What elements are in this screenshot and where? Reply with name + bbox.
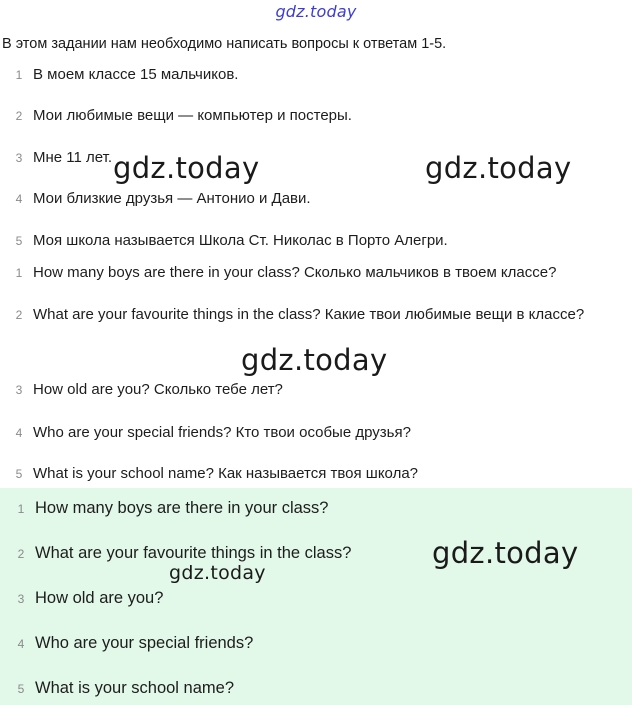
- item-number: 1: [15, 68, 23, 82]
- item-text: Who are your special friends?: [35, 634, 254, 652]
- item-number: 1: [15, 266, 23, 280]
- item-text: В моем классе 15 мальчиков.: [33, 66, 239, 83]
- item-number: 5: [15, 467, 23, 481]
- item-number: 1: [17, 502, 25, 516]
- item-number: 4: [15, 192, 23, 206]
- item-number: 2: [17, 547, 25, 561]
- item-text: What are your favourite things in the class?: [35, 544, 352, 562]
- item-number: 5: [15, 234, 23, 248]
- item-number: 3: [17, 592, 25, 606]
- item-number: 2: [15, 109, 23, 123]
- item-text: How old are you? Сколько тебе лет?: [33, 381, 283, 398]
- item-number: 4: [17, 637, 25, 651]
- item-text: How old are you?: [35, 589, 164, 607]
- watermark: gdz.today: [113, 151, 260, 185]
- item-text: Who are your special friends? Кто твои особые друзья?: [33, 424, 411, 441]
- item-text: Мои любимые вещи — компьютер и постеры.: [33, 107, 352, 124]
- item-number: 3: [15, 383, 23, 397]
- item-text: How many boys are there in your class?: [35, 499, 329, 517]
- item-number: 5: [17, 682, 25, 696]
- item-text: What is your school name? Как называется твоя школа?: [33, 465, 419, 482]
- answers-panel: [0, 488, 632, 705]
- item-text: How many boys are there in your class? Сколько мальчиков в твоем классе?: [33, 264, 557, 281]
- watermark: gdz.today: [425, 151, 572, 185]
- site-logo: gdz.today: [275, 2, 357, 21]
- item-number: 3: [15, 151, 23, 165]
- item-text: What is your school name?: [35, 679, 235, 697]
- task-intro: В этом задании нам необходимо написать вопросы к ответам 1-5.: [2, 36, 447, 52]
- item-number: 4: [15, 426, 23, 440]
- item-text: Мои близкие друзья — Антонио и Дави.: [33, 190, 311, 207]
- item-text: Моя школа называется Школа Ст. Николас в Порто Алегри.: [33, 232, 448, 249]
- item-text: Мне 11 лет.: [33, 149, 112, 166]
- item-text: What are your favourite things in the class? Какие твои любимые вещи в классе?: [33, 306, 585, 323]
- item-number: 2: [15, 308, 23, 322]
- watermark: gdz.today: [169, 562, 266, 584]
- watermark: gdz.today: [241, 343, 388, 377]
- watermark: gdz.today: [432, 536, 579, 570]
